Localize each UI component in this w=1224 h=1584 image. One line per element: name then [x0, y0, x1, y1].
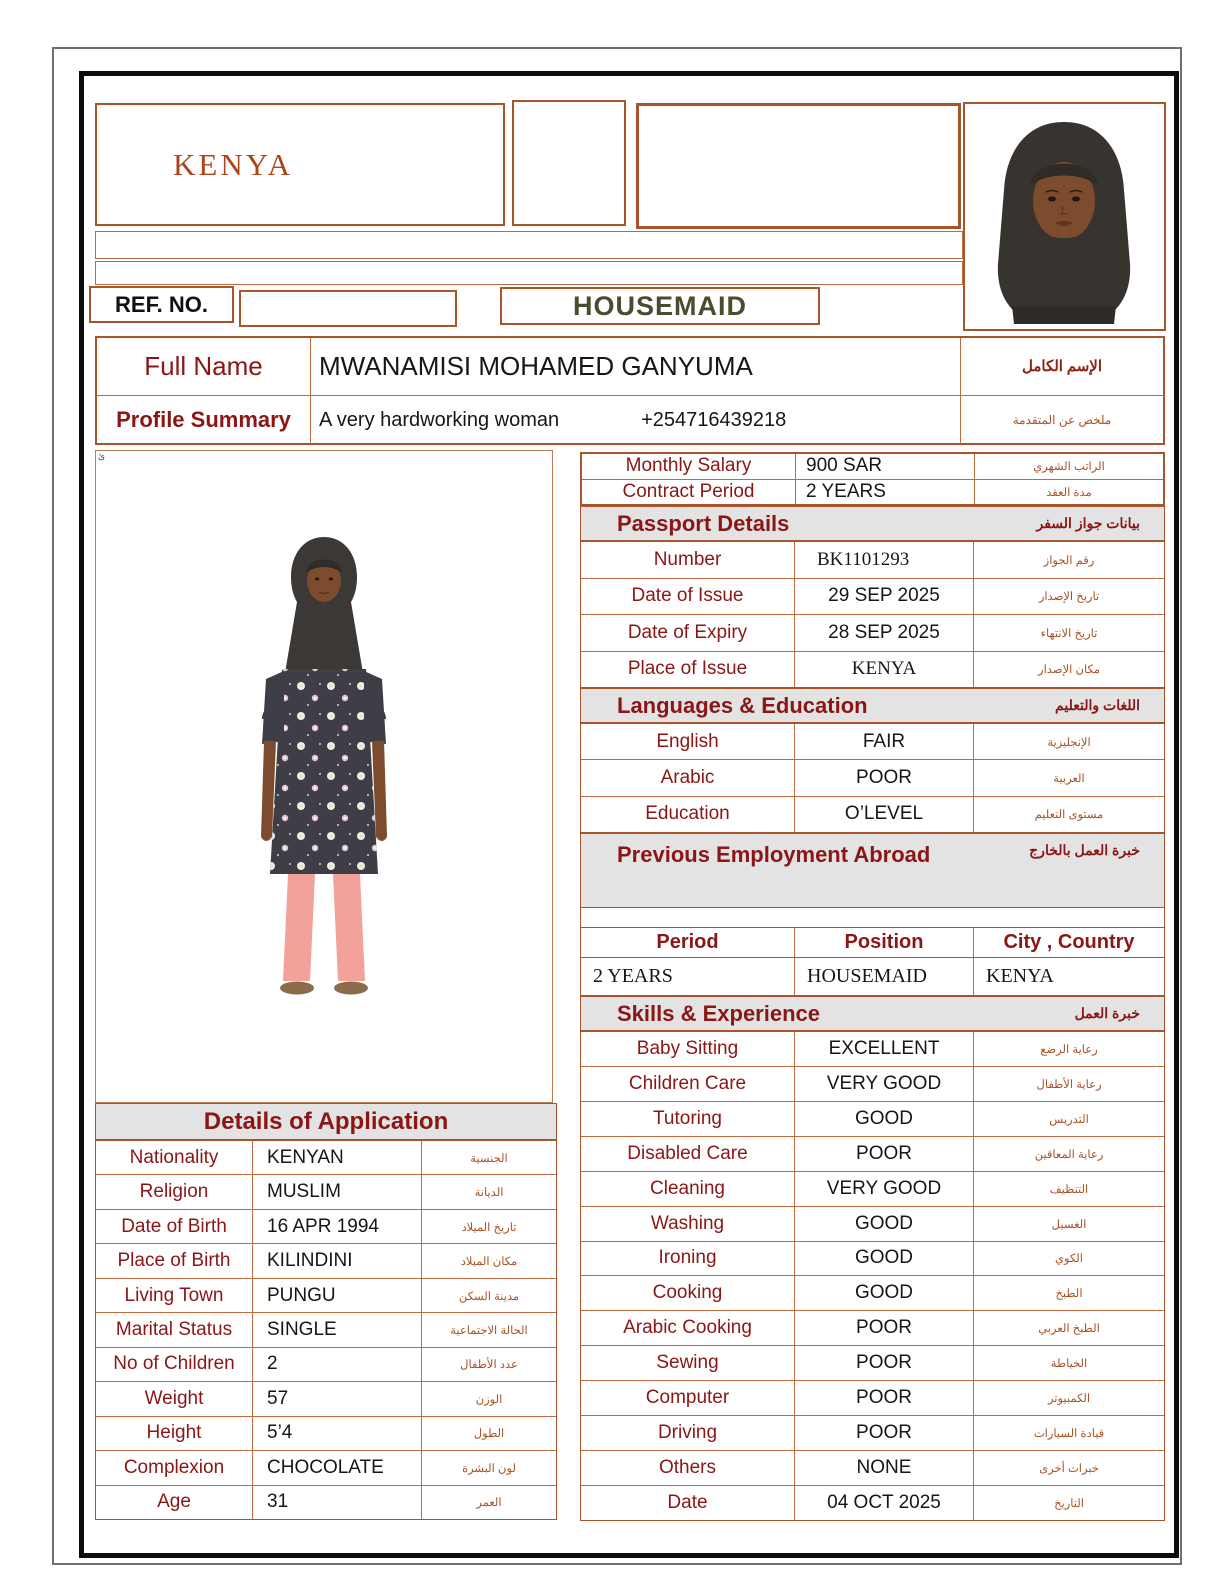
position-title: HOUSEMAID — [500, 287, 820, 325]
application-field-label: Place of Birth — [117, 1250, 231, 1272]
skill-rating-value: POOR — [794, 1311, 974, 1345]
skill-rating-value: GOOD — [794, 1102, 974, 1136]
skill-arabic-label: الغسيل — [1051, 1218, 1087, 1231]
skills-experience-title: Skills & Experience — [617, 1000, 820, 1026]
application-row — [96, 1450, 556, 1484]
contract-table — [580, 452, 1165, 506]
application-field-value: 2 — [252, 1348, 422, 1381]
skill-row — [581, 1206, 1164, 1241]
skill-rating-value: NONE — [794, 1451, 974, 1485]
skill-rating-value: 04 OCT 2025 — [794, 1486, 974, 1520]
previous-employment-arabic-title: خبرة العمل بالخارج — [1029, 842, 1140, 858]
full-name-arabic-label: الإسم الكامل — [1021, 359, 1102, 375]
header-strip-1 — [95, 231, 963, 259]
date-of-expiry-label: Date of Expiry — [627, 621, 748, 643]
application-row — [96, 1381, 556, 1415]
employment-position-column: Position — [794, 928, 974, 957]
skill-arabic-label: الطبخ — [1055, 1288, 1083, 1301]
full-body-photo-box — [95, 450, 553, 1103]
application-field-label: No of Children — [113, 1353, 235, 1375]
profile-summary-row — [97, 396, 1163, 444]
details-of-application-header: Details of Application — [95, 1103, 557, 1140]
language-arabic-label: مستوى التعليم — [1034, 809, 1104, 822]
skill-arabic-label: خبرات أخرى — [1039, 1463, 1099, 1476]
previous-employment-header — [580, 833, 1165, 908]
skill-label: Others — [658, 1457, 717, 1479]
passport-details-table — [580, 541, 1165, 688]
applicant-portrait-photo — [966, 106, 1163, 329]
skill-arabic-label: الكمبيوتر — [1047, 1393, 1091, 1406]
application-row — [96, 1347, 556, 1381]
passport-number-value: BK1101293 — [794, 542, 974, 578]
application-field-value: MUSLIM — [252, 1175, 422, 1208]
application-row — [96, 1485, 556, 1519]
application-field-label: Height — [146, 1422, 202, 1444]
header-empty-box-1 — [512, 100, 626, 226]
ref-no-label: REF. NO. — [89, 286, 234, 323]
full-name-row — [97, 338, 1163, 396]
employment-position-value: HOUSEMAID — [794, 958, 974, 995]
skill-arabic-label: الطبخ العربي — [1038, 1323, 1100, 1336]
skill-row — [581, 1066, 1164, 1101]
skill-rating-value: POOR — [794, 1137, 974, 1171]
date-of-expiry-value: 28 SEP 2025 — [794, 615, 974, 651]
passport-number-arabic-label: رقم الجواز — [1043, 554, 1095, 567]
skill-label: Sewing — [656, 1352, 719, 1374]
profile-summary-label: Profile Summary — [116, 407, 291, 432]
skill-label: Arabic Cooking — [623, 1317, 752, 1339]
skill-label: Baby Sitting — [636, 1037, 739, 1059]
contract-field-label: Contract Period — [622, 480, 755, 502]
application-field-value: PUNGU — [252, 1279, 422, 1312]
skill-row — [581, 1380, 1164, 1415]
skill-rating-value: VERY GOOD — [794, 1067, 974, 1101]
skill-label: Tutoring — [653, 1107, 722, 1129]
application-field-arabic-label: مدينة السكن — [458, 1290, 520, 1303]
profile-summary-arabic-label: ملخص عن المتقدمة — [1012, 413, 1112, 427]
country-name: KENYA — [173, 146, 294, 182]
contract-field-arabic-label: مدة العقد — [1046, 486, 1092, 499]
application-field-arabic-label: لون البشرة — [462, 1462, 516, 1475]
skill-row — [581, 1485, 1164, 1520]
language-level-value: POOR — [794, 760, 974, 795]
skill-rating-value: GOOD — [794, 1207, 974, 1241]
contract-field-arabic-label: الراتب الشهري — [1033, 461, 1105, 474]
application-field-arabic-label: الطول — [473, 1428, 505, 1441]
application-field-label: Religion — [139, 1181, 209, 1203]
employment-city-country-column: City , Country — [1003, 931, 1135, 953]
ref-no-value-field — [239, 290, 457, 327]
skill-row — [581, 1032, 1164, 1066]
employment-period-value: 2 YEARS — [593, 965, 673, 987]
application-row — [96, 1243, 556, 1277]
contract-field-label: Monthly Salary — [625, 455, 752, 477]
passport-number-label: Number — [653, 548, 722, 570]
previous-employment-spacer — [580, 908, 1165, 927]
passport-details-arabic-title: بيانات جواز السفر — [1036, 515, 1140, 531]
language-arabic-label: الإنجليزية — [1047, 736, 1091, 749]
skill-arabic-label: قيادة السيارات — [1033, 1428, 1105, 1441]
employment-city-country-value: KENYA — [986, 965, 1054, 987]
skill-rating-value: POOR — [794, 1346, 974, 1380]
skill-row — [581, 1101, 1164, 1136]
language-label: Education — [645, 803, 730, 825]
skill-label: Date — [667, 1491, 708, 1513]
application-field-value: 16 APR 1994 — [252, 1210, 422, 1243]
contract-field-value: 900 SAR — [795, 454, 975, 479]
skill-rating-value: POOR — [794, 1416, 974, 1450]
country-box — [95, 103, 505, 226]
full-name-label: Full Name — [144, 351, 263, 381]
identity-table — [95, 336, 1165, 445]
application-field-label: Complexion — [123, 1456, 225, 1478]
application-field-value: 31 — [252, 1486, 422, 1519]
application-field-label: Age — [157, 1491, 191, 1513]
application-field-arabic-label: مكان الميلاد — [460, 1256, 518, 1269]
date-of-expiry-arabic-label: تاريخ الانتهاء — [1040, 627, 1098, 640]
passport-number-row — [581, 542, 1164, 578]
application-row — [96, 1174, 556, 1208]
application-field-arabic-label: تاريخ الميلاد — [461, 1221, 517, 1234]
skill-row — [581, 1171, 1164, 1206]
employment-period-column: Period — [656, 931, 719, 953]
skill-row — [581, 1310, 1164, 1345]
language-level-value: FAIR — [794, 724, 974, 759]
skill-row — [581, 1345, 1164, 1380]
application-field-label: Marital Status — [115, 1318, 233, 1340]
date-of-expiry-row — [581, 614, 1164, 651]
skill-label: Washing — [650, 1212, 725, 1234]
languages-table — [580, 723, 1165, 833]
skill-rating-value: POOR — [794, 1381, 974, 1415]
skill-label: Children Care — [628, 1072, 747, 1094]
language-level-value: O’LEVEL — [794, 797, 974, 832]
contract-row — [582, 479, 1163, 505]
application-row — [96, 1278, 556, 1312]
application-field-label: Weight — [144, 1387, 204, 1409]
applicant-full-body-photo — [204, 529, 444, 1009]
skill-arabic-label: التدريس — [1049, 1113, 1089, 1126]
languages-education-header — [580, 688, 1165, 723]
skill-row — [581, 1275, 1164, 1310]
skill-rating-value: VERY GOOD — [794, 1172, 974, 1206]
application-field-arabic-label: العمر — [476, 1497, 502, 1510]
skill-rating-value: GOOD — [794, 1276, 974, 1310]
skill-label: Cleaning — [650, 1177, 725, 1199]
date-of-issue-arabic-label: تاريخ الإصدار — [1038, 591, 1100, 604]
place-of-issue-row — [581, 651, 1164, 688]
application-field-value: SINGLE — [252, 1313, 422, 1346]
date-of-issue-row — [581, 578, 1164, 615]
application-field-label: Date of Birth — [121, 1215, 227, 1237]
skill-label: Cooking — [652, 1282, 723, 1304]
skills-table — [580, 1031, 1165, 1521]
date-of-issue-label: Date of Issue — [631, 585, 744, 607]
photo-box-corner-mark: ئ — [98, 451, 106, 461]
skill-arabic-label: الخياطة — [1050, 1358, 1088, 1371]
skills-experience-header — [580, 996, 1165, 1031]
employment-columns-header — [580, 927, 1165, 958]
profile-summary-value — [310, 396, 961, 444]
application-row — [96, 1141, 556, 1174]
application-field-value: KILINDINI — [252, 1244, 422, 1277]
application-field-value: KENYAN — [252, 1141, 422, 1174]
language-row — [581, 796, 1164, 832]
application-field-arabic-label: الوزن — [475, 1393, 503, 1406]
language-label: English — [656, 730, 719, 752]
skill-label: Ironing — [658, 1247, 717, 1269]
application-field-arabic-label: الديانة — [474, 1187, 504, 1200]
skill-rating-value: EXCELLENT — [794, 1032, 974, 1066]
application-details-table — [95, 1140, 557, 1520]
language-row — [581, 759, 1164, 795]
skill-arabic-label: التاريخ — [1054, 1497, 1084, 1510]
language-label: Arabic — [660, 766, 715, 788]
skills-experience-arabic-title: خبرة العمل — [1074, 1005, 1140, 1021]
contract-field-value: 2 YEARS — [795, 480, 975, 505]
employment-history-row — [580, 958, 1165, 996]
header-strip-2 — [95, 261, 963, 285]
place-of-issue-label: Place of Issue — [627, 658, 748, 680]
skill-arabic-label: رعاية المعاقين — [1034, 1148, 1104, 1161]
skill-arabic-label: الكوي — [1055, 1253, 1083, 1266]
application-field-arabic-label: عدد الأطفال — [460, 1359, 518, 1372]
header-empty-box-2 — [636, 103, 961, 229]
skill-rating-value: GOOD — [794, 1242, 974, 1276]
skill-label: Computer — [645, 1387, 730, 1409]
application-field-value: 57 — [252, 1382, 422, 1415]
skill-label: Disabled Care — [627, 1142, 748, 1164]
place-of-issue-value: KENYA — [794, 652, 974, 688]
skill-arabic-label: رعاية الأطفال — [1036, 1078, 1102, 1091]
language-row — [581, 724, 1164, 759]
application-row — [96, 1312, 556, 1346]
application-field-label: Living Town — [124, 1284, 224, 1306]
application-field-arabic-label: الحالة الاجتماعية — [450, 1324, 528, 1337]
skill-row — [581, 1450, 1164, 1485]
contract-row — [582, 454, 1163, 479]
application-row — [96, 1416, 556, 1450]
passport-details-header — [580, 506, 1165, 541]
previous-employment-title: Previous Employment Abroad — [617, 842, 931, 867]
skill-row — [581, 1136, 1164, 1171]
skill-arabic-label: رعاية الرضع — [1040, 1043, 1098, 1056]
skill-row — [581, 1241, 1164, 1276]
profile-phone-number: +254716439218 — [641, 408, 787, 431]
profile-summary-text: A very hardworking woman — [319, 408, 560, 431]
languages-education-title: Languages & Education — [617, 692, 868, 718]
application-field-label: Nationality — [129, 1146, 219, 1168]
application-field-value: 5’4 — [252, 1417, 422, 1450]
application-row — [96, 1209, 556, 1243]
passport-details-title: Passport Details — [617, 510, 790, 536]
portrait-photo-box — [963, 102, 1166, 331]
date-of-issue-value: 29 SEP 2025 — [794, 579, 974, 615]
skill-arabic-label: التنظيف — [1049, 1183, 1089, 1196]
place-of-issue-arabic-label: مكان الإصدار — [1038, 664, 1100, 677]
application-field-arabic-label: الجنسية — [470, 1152, 508, 1165]
skill-row — [581, 1415, 1164, 1450]
skill-label: Driving — [657, 1422, 718, 1444]
application-field-value: CHOCOLATE — [252, 1451, 422, 1484]
full-name-value: MWANAMISI MOHAMED GANYUMA — [310, 338, 961, 395]
languages-education-arabic-title: اللغات والتعليم — [1055, 697, 1140, 713]
language-arabic-label: العربية — [1053, 772, 1085, 785]
